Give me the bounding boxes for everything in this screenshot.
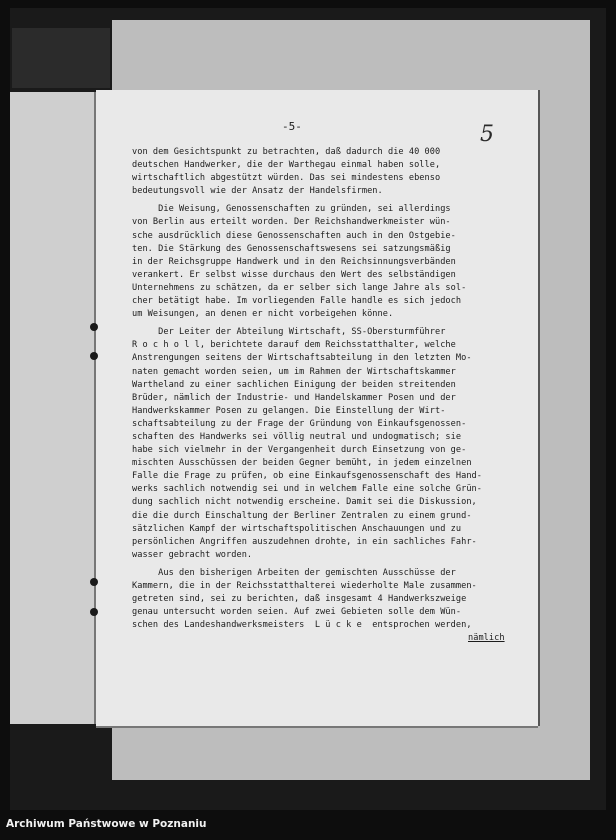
document-body [132,146,532,645]
text-line: Der Leiter der Abteilung Wirtschaft, SS-Obersturmführer [132,327,446,338]
text-line: cher betätigt habe. Im vorliegenden Falle handle es sich jedoch [132,296,462,307]
text-line: Wartheland zu einer sachlichen Einigung der beiden streitenden [132,379,456,390]
folio-mark: 5 [480,122,494,147]
text-line: Die Weisung, Genossenschaften zu gründen, sei allerdings [132,204,451,215]
text-line: verankert. Er selbst wisse durchaus den Wert des selbständigen [132,269,456,280]
text-line: sche ausdrücklich diese Genossenschaften auch in den Ostgebie- [132,230,456,241]
text-line: von dem Gesichtspunkt zu betrachten, daß dadurch die 40 000 [132,147,441,157]
text-line: schaftsabteilung zu der Frage der Gründung von Einkaufsgenossen- [132,418,467,429]
text-line: die die durch Einschaltung der Berliner Zentralen zu einem grund- [132,510,472,521]
text-line: in der Reichsgruppe Handwerk und in den Reichsinnungsverbänden [132,256,456,267]
text-line: schen des Landeshandwerksmeisters L ü c k e entsprochen werden, [132,620,472,631]
text-line: habe sich vielmehr in der Vergangenheit durch Einsetzung von ge- [132,445,467,456]
text-line: Aus den bisherigen Arbeiten der gemischten Ausschüsse der [132,567,456,578]
page-number: -5- [282,120,302,133]
text-line: genau untersucht worden seien. Auf zwei Gebieten solle dem Wün- [132,607,462,618]
text-line: Anstrengungen seitens der Wirtschaftsabteilung in den letzten Mo- [132,353,472,364]
punch-hole-icon [90,323,98,331]
text-line: Handwerkskammer Posen zu gelangen. Die Einstellung der Wirt- [132,405,446,416]
text-line: Unternehmens zu schätzen, da er selber sich lange Jahre als sol- [132,282,467,293]
text-line: um Weisungen, an denen er nicht vorbeigehen könne. [132,309,394,320]
text-line: Brüder, nämlich der Industrie- und Handelskammer Posen und der [132,392,456,403]
text-line: werks sachlich notwendig sei und in welchem Falle eine solche Grün- [132,484,482,495]
text-line: ten. Die Stärkung des Genossenschaftswesens sei satzungsmäßig [132,243,451,254]
text-line: wirtschaftlich abgestützt würden. Das sei mindestens ebenso [132,173,441,184]
text-line: sätzlichen Kampf der wirtschaftspolitischen Anschauungen und zu [132,523,462,534]
text-line: getreten sind, sei zu berichten, daß insgesamt 4 Handwerkszweige [132,594,467,605]
text-line: deutschen Handwerker, die der Warthegau einmal haben solle, [132,160,441,171]
punch-hole-icon [90,352,98,360]
text-line: wasser gebracht worden. [132,549,253,560]
text-line: mischten Ausschüssen der beiden Gegner bemüht, in jedem einzelnen [132,458,472,469]
left-page-edge [10,92,96,724]
text-line: persönlichen Angriffen auszudehnen drohte, in ein sachliches Fahr- [132,536,477,547]
text-line: Kammern, die in der Reichsstatthalterei wiederholte Male zusammen- [132,581,477,591]
text-line: naten gemacht worden seien, um im Rahmen der Wirtschaftskammer [132,366,456,377]
punch-hole-icon [90,608,98,616]
text-line: bedeutungsvoll wie der Ansatz der Handelsfirmen. [132,186,383,197]
text-line: von Berlin aus erteilt worden. Der Reichshandwerkmeister wün- [132,217,451,228]
punch-hole-icon [90,578,98,586]
text-line: dung sachlich nicht notwendig erscheine. Damit sei die Diskussion, [132,497,477,508]
text-line: Falle die Frage zu prüfen, ob eine Einkaufsgenossenschaft des Hand- [132,471,482,482]
film-edge [12,28,110,88]
catchword: nämlich [468,633,505,644]
text-line: schaften des Handwerks sei völlig neutral und undogmatisch; sie [132,431,462,442]
document-page [96,90,538,726]
archive-caption: Archiwum Państwowe w Poznaniu [6,818,207,830]
text-line: R o c h o l l, berichtete darauf dem Reichsstatthalter, welche [132,340,456,351]
